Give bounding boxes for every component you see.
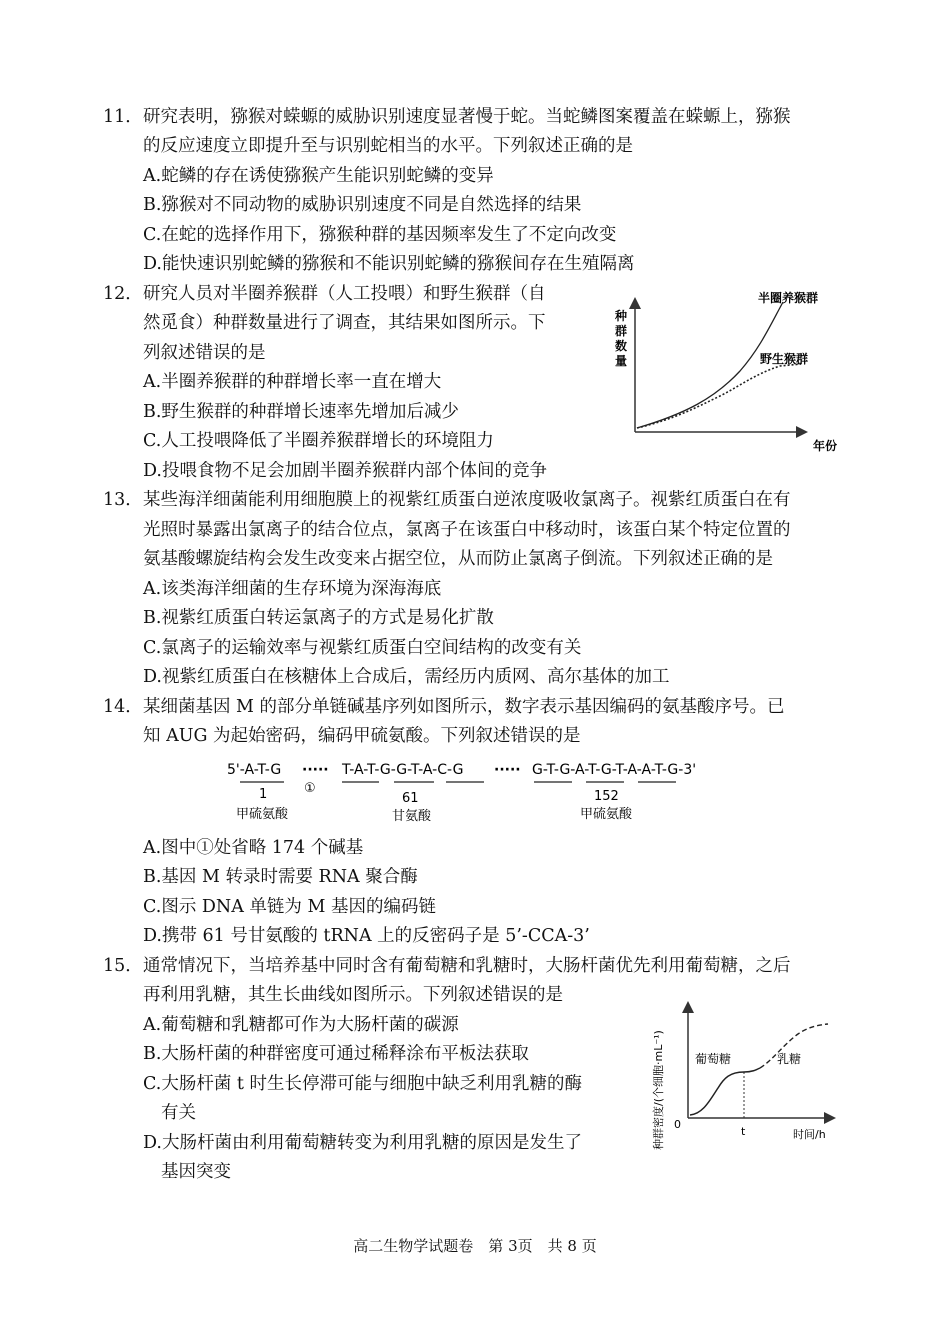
- q12-stem-line3: 列叙述错误的是: [143, 343, 266, 363]
- seq-codon-number: 1: [259, 787, 268, 802]
- q15-stem-line2: 再利用乳糖，其生长曲线如图所示。下列叙述错误的是: [143, 985, 563, 1005]
- q15-label-lactose: 乳糖: [777, 1052, 802, 1066]
- q11-number: 11．: [103, 107, 143, 127]
- q12-ylabel-char: 数: [615, 339, 628, 353]
- q14-stem-line2: 知 AUG 为起始密码，编码甲硫氨酸。下列叙述错误的是: [143, 726, 581, 746]
- q12-ylabel-char: 群: [615, 324, 628, 338]
- q12-population-chart: [605, 286, 850, 458]
- q12-option-b: B.野生猴群的种群增长速率先增加后减少: [143, 402, 459, 422]
- q13-stem-line2: 光照时暴露出氯离子的结合位点，氯离子在该蛋白中移动时，该蛋白某个特定位置的: [143, 520, 791, 540]
- q15-option-b: B.大肠杆菌的种群密度可通过稀释涂布平板法获取: [143, 1044, 529, 1064]
- q13-stem-line1: 某些海洋细菌能利用细胞膜上的视紫红质蛋白逆浓度吸收氯离子。视紫红质蛋白在有: [143, 490, 791, 510]
- q15-option-c: C.大肠杆菌 t 时生长停滞可能与细胞中缺乏利用乳糖的酶: [143, 1074, 582, 1094]
- seq-circle-marker: ①: [304, 781, 316, 796]
- q15-number: 15．: [103, 956, 143, 976]
- q13-stem-line3: 氨基酸螺旋结构会发生改变来占据空位，从而防止氯离子倒流。下列叙述正确的是: [143, 549, 773, 569]
- seq-codon-number: 152: [594, 789, 619, 804]
- q12-label-semi-captive: 半圈养猴群: [758, 291, 819, 305]
- q15-xlabel: 时间/h: [793, 1128, 826, 1141]
- q14-number: 14．: [103, 697, 143, 717]
- seq-segment-end: G-T-G-A-T-G-T-A-A-T-G-3': [532, 762, 697, 778]
- q14-stem-line1: 某细菌基因 M 的部分单链碱基序列如图所示，数字表示基因编码的氨基酸序号。已: [143, 697, 785, 717]
- q12-option-c: C.人工投喂降低了半圈养猴群增长的环境阻力: [143, 431, 494, 451]
- q11-stem-line2: 的反应速度立即提升至与识别蛇相当的水平。下列叙述正确的是: [143, 136, 633, 156]
- q12-ylabel-char: 量: [615, 354, 628, 368]
- seq-segment-middle: T-A-T-G-G-T-A-C-G: [342, 762, 464, 778]
- seq-amino-acid: 甘氨酸: [392, 809, 432, 824]
- q15-stem-line1: 通常情况下，当培养基中同时含有葡萄糖和乳糖时，大肠杆菌优先利用葡萄糖，之后: [143, 956, 791, 976]
- q14-option-a: A.图中①处省略 174 个碱基: [143, 838, 364, 858]
- q12-number: 12．: [103, 284, 143, 304]
- q13-option-b: B.视紫红质蛋白转运氯离子的方式是易化扩散: [143, 608, 494, 628]
- q15-curve-glucose: [690, 1068, 760, 1115]
- q12-label-wild: 野生猴群: [760, 352, 809, 366]
- seq-segment-start: 5'-A-T-G: [227, 762, 282, 778]
- q11-option-c: C.在蛇的选择作用下，猕猴种群的基因频率发生了不定向改变: [143, 225, 617, 245]
- q11-option-d: D.能快速识别蛇鳞的猕猴和不能识别蛇鳞的猕猴间存在生殖隔离: [143, 254, 635, 274]
- q11-stem-line1: 研究表明，猕猴对蝾螈的威胁识别速度显著慢于蛇。当蛇鳞图案覆盖在蝾螈上，猕猴: [143, 107, 791, 127]
- q13-option-a: A.该类海洋细菌的生存环境为深海海底: [143, 579, 442, 599]
- seq-codon-number: 61: [402, 791, 419, 806]
- q14-option-b: B.基因 M 转录时需要 RNA 聚合酶: [143, 867, 418, 887]
- q12-option-a: A.半圈养猴群的种群增长率一直在增大: [143, 372, 442, 392]
- seq-amino-acid: 甲硫氨酸: [580, 807, 633, 822]
- q12-stem-line1: 研究人员对半圈养猴群（人工投喂）和野生猴群（自: [143, 284, 546, 304]
- q15-label-glucose: 葡萄糖: [695, 1052, 732, 1066]
- q15-t-label: t: [741, 1125, 746, 1138]
- q13-number: 13．: [103, 490, 143, 510]
- q12-option-d: D.投喂食物不足会加剧半圈养猴群内部个体间的竞争: [143, 461, 547, 481]
- q12-series-wild: [637, 364, 801, 428]
- page-footer: 高二生物学试题卷 第 3页 共 8 页: [353, 1237, 597, 1255]
- q13-option-c: C.氯离子的运输效率与视紫红质蛋白空间结构的改变有关: [143, 638, 582, 658]
- q12-stem-line2: 然觅食）种群数量进行了调查，其结果如图所示。下: [143, 313, 546, 333]
- q15-option-c-cont: 有关: [161, 1103, 196, 1123]
- q15-ylabel: 种群密度/(个细胞·mL⁻¹): [652, 1030, 665, 1150]
- q11-option-b: B.猕猴对不同动物的威胁识别速度不同是自然选择的结果: [143, 195, 582, 215]
- q15-option-d: D.大肠杆菌由利用葡萄糖转变为利用乳糖的原因是发生了: [143, 1133, 582, 1153]
- seq-amino-acid: 甲硫氨酸: [236, 807, 289, 822]
- q14-option-d: D.携带 61 号甘氨酸的 tRNA 上的反密码子是 5’-CCA-3’: [143, 926, 590, 946]
- q12-ylabel-char: 种: [615, 309, 628, 323]
- q15-growth-chart: [648, 990, 848, 1155]
- seq-ellipsis: ·····: [302, 762, 329, 778]
- q15-origin-label: 0: [674, 1118, 681, 1131]
- q15-option-d-cont: 基因突变: [161, 1162, 231, 1182]
- seq-ellipsis: ·····: [494, 762, 521, 778]
- q14-sequence-figure: [222, 758, 752, 824]
- q15-option-a: A.葡萄糖和乳糖都可作为大肠杆菌的碳源: [143, 1015, 459, 1035]
- q14-option-c: C.图示 DNA 单链为 M 基因的编码链: [143, 897, 436, 917]
- q11-option-a: A.蛇鳞的存在诱使猕猴产生能识别蛇鳞的变异: [143, 166, 494, 186]
- q13-option-d: D.视紫红质蛋白在核糖体上合成后，需经历内质网、高尔基体的加工: [143, 667, 670, 687]
- q12-xlabel: 年份: [813, 439, 838, 453]
